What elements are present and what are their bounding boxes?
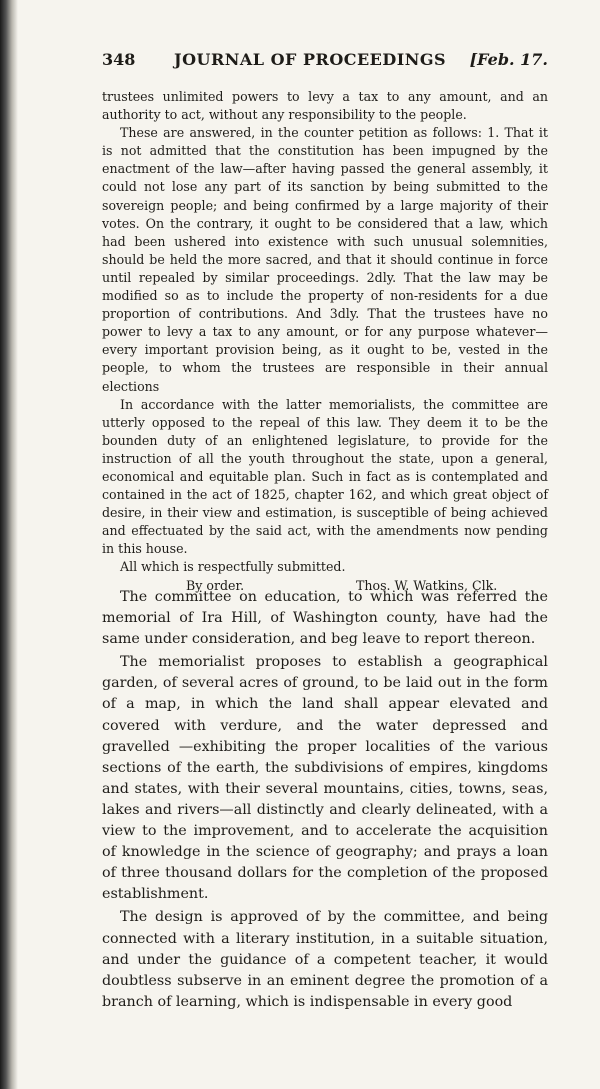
- report-closing-line: All which is respectfully submitted.: [120, 559, 346, 575]
- report-paragraph-continuation: trustees unlimited powers to levy a tax to any amount, and an authority to act, without any responsibility to the people.: [102, 89, 548, 123]
- education-report-memorial: The memorialist proposes to establish a geographical garden, of several acres of ground, to be laid out in the form of a map, in which the land shall appear elevated and covered with verdure, and the water depressed and gravelled —exhibiting the proper localities of the various sections of the earth, the subdivisions of empires, kingdoms and states, with their several mountains, cities, towns, seas, lakes and rivers—all distinctly and clearly delineated, with a view to the improvement, and to accelerate the acquisition of knowledge in the science of geography; and prays a loan of three thousand dollars for the completion of the proposed establishment.: [102, 654, 548, 903]
- signature-clerk: Thos. W. Watkins, Clk.: [356, 577, 498, 593]
- page-number: 348: [102, 50, 136, 69]
- running-title: JOURNAL OF PROCEEDINGS: [174, 50, 447, 69]
- report-paragraph-counter-petition: These are answered, in the counter petition as follows: 1. That it is not admitted that the constitution has been impugned by the enactment of the law—after having passed the general assembly, it could not lose any part of its sanction by being submitted to the sovereign people; and being confirmed by a large majority of their votes. On the contrary, it ought to be considered that a law, which had been ushered into existence with such unusual solemnities, should be held the more sacred, and that it should continue in force until repealed by similar proceedings. 2dly. That the law may be modified so as to include the property of non-residents for a due proportion of contributions. And 3dly. That the trustees have no power to levy a tax to any amount, or for any purpose whatever—every important provision being, as it ought to be, vested in the people, to whom the trustees are responsible in their annual elections: [102, 125, 548, 394]
- header-date: [Feb. 17.: [469, 50, 548, 69]
- education-report-intro: The committee on education, to which was referred the memorial of Ira Hill, of Washington county, have had the same under consideration, and beg leave to report thereon.: [102, 589, 548, 648]
- book-spine-shadow: [0, 0, 18, 1089]
- education-report-block: [102, 587, 548, 1013]
- education-report-approval: The design is approved of by the committee, and being connected with a literary institution, in a suitable situation, and under the guidance of a competent teacher, it would doubtless subserve in an eminent degree the promotion of a branch of learning, which is indispensable in every good: [102, 909, 548, 1010]
- signature-by-order: By order.: [186, 577, 245, 593]
- report-paragraph-committee-opinion: In accordance with the latter memorialists, the committee are utterly opposed to the repeal of this law. They deem it to be the bounden duty of an enlightened legislature, to provide for the instruction of all the youth throughout the state, upon a general, economical and equitable plan. Such in fact as is contemplated and contained in the act of 1825, chapter 162, and which great object of desire, in their view and estimation, is susceptible of being achieved and effectuated by the said act, with the amendments now pending in this house.: [102, 396, 548, 557]
- page-header: [102, 50, 548, 74]
- committee-report-block: [102, 88, 548, 595]
